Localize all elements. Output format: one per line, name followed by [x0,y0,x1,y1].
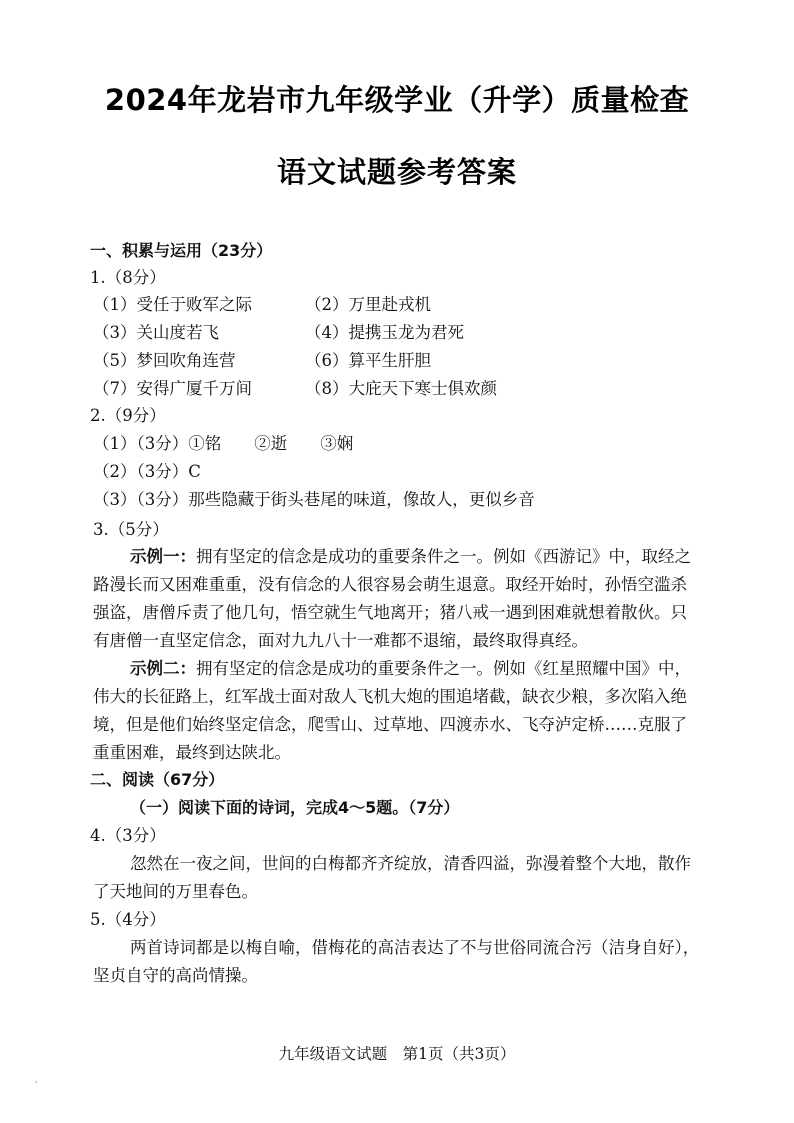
q2-line-1: （1）（3分）①铭 ②逝 ③娴 [93,434,354,453]
title-line-2: 语文试题参考答案 [276,155,517,189]
subsection-1-heading: （一）阅读下面的诗词，完成4～5题。（7分） [130,798,460,817]
q3-example-1-line: 强盗，唐僧斥责了他几句，悟空就生气地离开；猪八戒一遇到困难就想着散伙。只 [93,603,687,622]
q1-item-3: （3）关山度若飞 [93,323,219,342]
q2-line-2: （2）（3分）C [93,462,201,481]
q3-heading: 3.（5分） [93,520,169,539]
q1-heading: 1.（8分） [90,268,166,287]
q1-item-5: （5）梦回吹角连营 [93,351,236,370]
q1-item-1: （1）受任于败军之际 [93,295,252,314]
q3-example-2-line: 重重困难，最终到达陕北。 [93,743,291,762]
q4-line: 了天地间的万里春色。 [93,882,258,901]
page-footer: 九年级语文试题 第1页（共3页） [278,1045,516,1063]
q1-item-8: （8）大庇天下寒士俱欢颜 [305,379,497,398]
q3-example-1-line: 有唐僧一直坚定信念，面对九九八十一难都不退缩，最终取得真经。 [93,631,588,650]
q3-example-1-label: 示例一： [130,547,196,566]
section-1-heading: 一、积累与运用（23分） [90,241,273,260]
q3-example-1-line: 路漫长而又困难重重，没有信念的人很容易会萌生退意。取经开始时，孙悟空滥杀 [93,575,687,594]
q5-heading: 5.（4分） [90,910,166,929]
title-line-1: 2024年龙岩市九年级学业（升学）质量检查 [104,83,690,117]
q5-line: 坚贞自守的高尚情操。 [93,966,258,985]
q2-heading: 2.（9分） [90,406,166,425]
q3-example-1-first-line [130,546,691,568]
section-2-heading: 二、阅读（67分） [90,770,225,789]
q3-example-2-label: 示例二： [130,659,196,678]
q1-item-7: （7）安得广厦千万间 [93,379,252,398]
q3-example-2-first-line [130,658,691,680]
scan-speck: · [35,1078,38,1087]
q3-example-2-text: 拥有坚定的信念是成功的重要条件之一。例如《红星照耀中国》中， [196,659,691,678]
q4-line: 忽然在一夜之间，世间的白梅都齐齐绽放，清香四溢，弥漫着整个大地，散作 [130,854,691,873]
q5-line: 两首诗词都是以梅自喻，借梅花的高洁表达了不与世俗同流合污（洁身自好）， [130,938,700,957]
q3-example-2-line: 境，但是他们始终坚定信念，爬雪山、过草地、四渡赤水、飞夺泸定桥……克服了 [93,715,687,734]
q3-example-2-line: 伟大的长征路上，红军战士面对敌人飞机大炮的围追堵截，缺衣少粮，多次陷入绝 [93,687,687,706]
q1-item-2: （2）万里赴戎机 [305,295,431,314]
q1-item-6: （6）算平生肝胆 [305,351,431,370]
q3-example-1-text: 拥有坚定的信念是成功的重要条件之一。例如《西游记》中，取经之 [196,547,691,566]
q2-line-3: （3）（3分）那些隐藏于街头巷尾的味道，像故人，更似乡音 [93,490,535,509]
q1-item-4: （4）提携玉龙为君死 [305,323,464,342]
q4-heading: 4.（3分） [90,826,166,845]
